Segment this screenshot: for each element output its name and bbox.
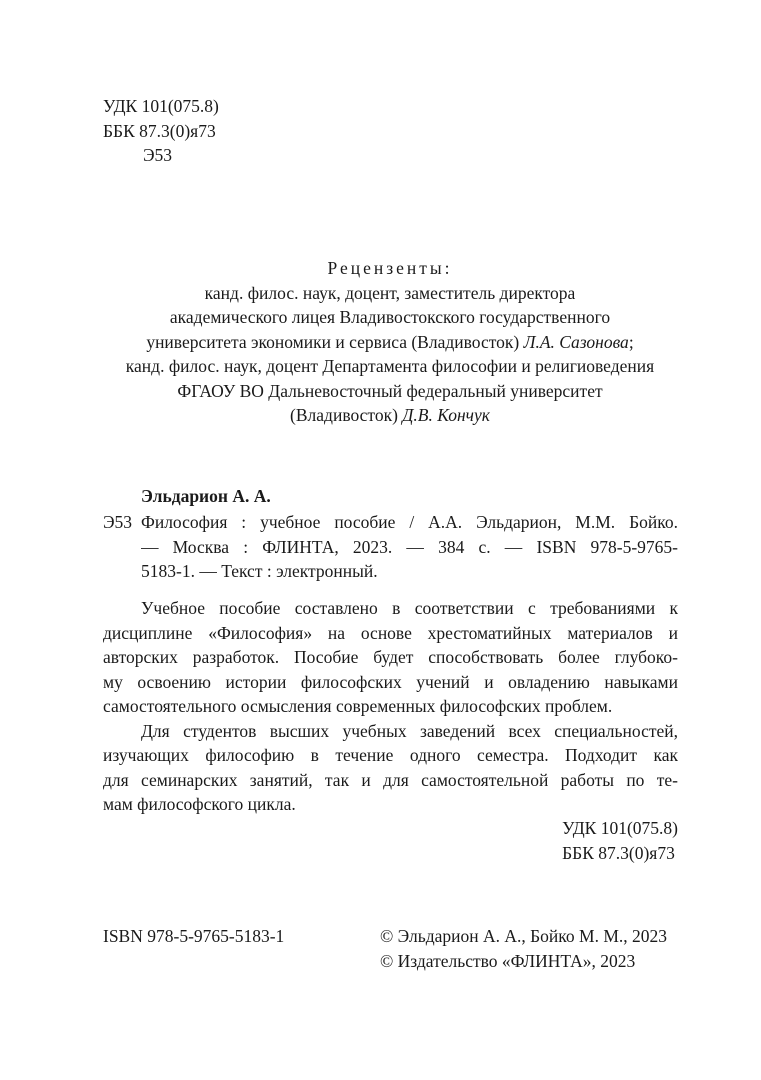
annotation-line: му освоению истории философских учений и овладению навыками bbox=[103, 671, 678, 692]
annotation-line: Учебное пособие составлено в соответствии с требованиями к bbox=[141, 598, 678, 618]
reviewer-name: Д.В. Кончук bbox=[402, 405, 490, 425]
reviewer-line bbox=[100, 330, 680, 355]
reviewer-affiliation: (Владивосток) bbox=[290, 405, 403, 425]
annotation bbox=[103, 596, 678, 817]
annotation-line: мам философского цикла. bbox=[103, 794, 296, 814]
isbn: ISBN 978-5-9765-5183-1 bbox=[103, 926, 285, 946]
reviewer-line: канд. филос. наук, доцент, заместитель директора bbox=[204, 282, 576, 303]
udk-code: УДК 101(075.8) bbox=[103, 96, 219, 116]
top-classification-codes bbox=[103, 94, 219, 168]
annotation-line: изучающих философию в течение одного семестра. Подходит как bbox=[103, 745, 678, 765]
reviewer-name: Л.А. Сазонова bbox=[523, 331, 629, 352]
reviewer-line: канд. филос. наук, доцент Департамента философии и религиоведения bbox=[125, 356, 655, 376]
bib-line: 5183-1. — Текст : электронный. bbox=[141, 561, 378, 581]
bib-line: Философия : учебное пособие / А.А. Эльдарион, М.М. Бойко. bbox=[141, 512, 678, 532]
bbk-code: ББК 87.3(0)я73 bbox=[103, 120, 216, 141]
reviewer-separator: ; bbox=[628, 331, 634, 352]
copyright-publisher: © Издательство «ФЛИНТА», 2023 bbox=[380, 950, 636, 971]
author-mark: Э53 bbox=[143, 145, 173, 165]
reviewers-title: Рецензенты: bbox=[327, 258, 453, 278]
reviewer-line: академического лицея Владивостокского государственного bbox=[169, 307, 611, 327]
annotation-line: самостоятельного осмысления современных философских проблем. bbox=[103, 696, 613, 716]
reviewers-section bbox=[100, 256, 680, 428]
author-heading: Эльдарион А. А. bbox=[141, 486, 271, 506]
udk-code: УДК 101(075.8) bbox=[562, 818, 678, 838]
copyright-authors: © Эльдарион А. А., Бойко М. М., 2023 bbox=[380, 926, 668, 946]
annotation-line: дисциплине «Философия» на основе хрестоматийных материалов и bbox=[103, 622, 678, 643]
annotation-line: Для студентов высших учебных заведений всех специальностей, bbox=[141, 720, 678, 741]
bibliography-sign: Э53 bbox=[103, 512, 133, 532]
annotation-line: авторских разработок. Пособие будет способствовать более глубоко- bbox=[103, 647, 678, 667]
bibliographic-record bbox=[141, 510, 678, 584]
reviewer-line bbox=[100, 403, 680, 428]
reviewer-affiliation: университета экономики и сервиса (Владивосток) bbox=[146, 331, 524, 352]
bottom-classification-codes bbox=[562, 816, 678, 865]
bbk-code: ББК 87.3(0)я73 bbox=[562, 842, 675, 863]
bib-line: — Москва : ФЛИНТА, 2023. — 384 с. — ISBN 978-5-9765- bbox=[141, 536, 678, 557]
reviewer-line: ФГАОУ ВО Дальневосточный федеральный университет bbox=[177, 380, 603, 401]
annotation-line: для семинарских занятий, так и для самостоятельной работы по те- bbox=[103, 769, 678, 790]
copyright-block bbox=[380, 924, 667, 973]
